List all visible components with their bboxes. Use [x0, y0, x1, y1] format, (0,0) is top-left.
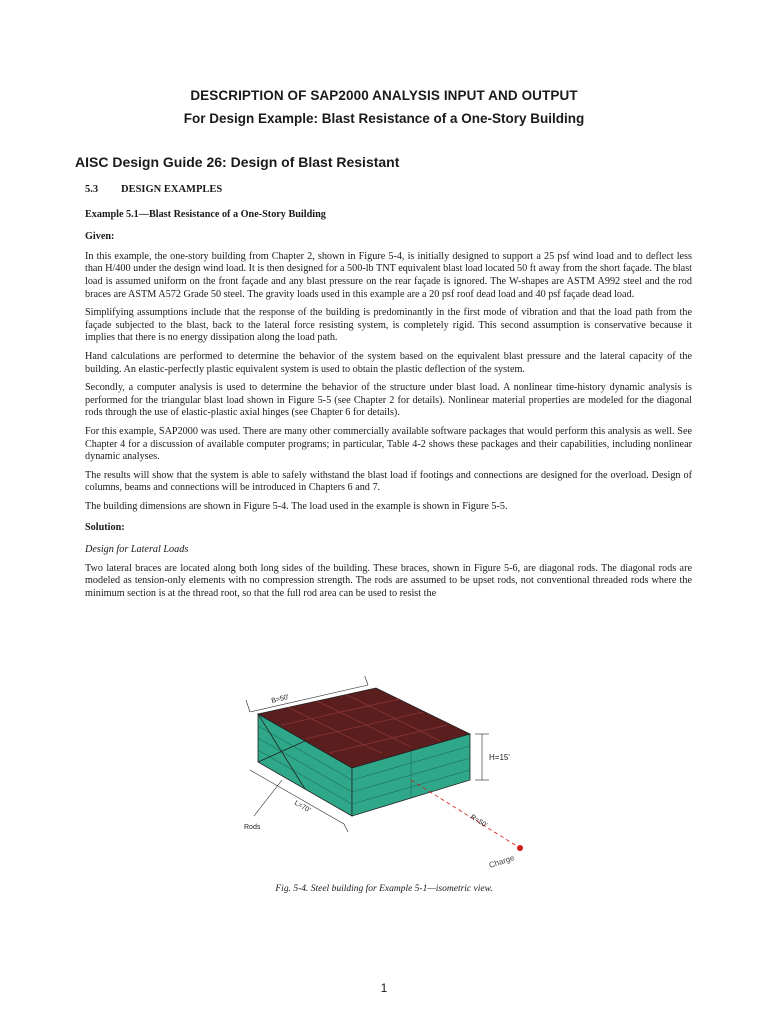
- section-title: DESIGN EXAMPLES: [121, 184, 223, 195]
- paragraph: In this example, the one-story building from Chapter 2, shown in Figure 5-4, is initially designed to support a 25 psf wind load and to deflect less than H/400 under the design wind load. It is then designed for a 500-lb TNT equivalent blast load located 50 ft away from the short façade. The blast load is assumed uniform on the front façade and any blast pressure on the rear façade is ignored. The W-shapes are ASTM A992 steel and the rod braces are ASTM A572 Grade 50 steel. The gravity loads used in this example are a 20 psf roof dead load and 40 psf façade dead load.: [85, 250, 692, 300]
- paragraph: Simplifying assumptions include that the response of the building is predominantly in the first mode of vibration and that the load path from the façade subjected to the blast, back to the lateral force resisting system, is completely rigid. This second assumption is conservative because it implies that there is no energy dissipation along the load path.: [85, 307, 692, 344]
- paragraph: The results will show that the system is able to safely withstand the blast load if footings and connections are designed for the overload. Design of columns, beams and connections will be introduced in Chapters 6 and 7.: [85, 469, 692, 494]
- document-title: DESCRIPTION OF SAP2000 ANALYSIS INPUT AND OUTPUT: [190, 88, 578, 103]
- solution-heading: Solution:: [85, 522, 125, 534]
- paragraph: Hand calculations are performed to determine the behavior of the system based on the equivalent blast pressure and the lateral capacity of the building. An elastic-perfectly plastic equivalent system is used to obtain the plastic deflection of the system.: [85, 350, 692, 375]
- guide-title: AISC Design Guide 26: Design of Blast Resistant: [75, 154, 400, 170]
- charge-label: Charge: [487, 853, 516, 870]
- height-dimension: [475, 734, 489, 780]
- figure-caption: Fig. 5-4. Steel building for Example 5-1—isometric view.: [275, 884, 493, 894]
- section-heading: [85, 184, 692, 197]
- building-figure: [220, 676, 560, 876]
- charge-marker: [517, 845, 523, 851]
- document-subtitle: For Design Example: Blast Resistance of a One-Story Building: [183, 111, 585, 126]
- page-number: 1: [380, 981, 388, 995]
- paragraph: The building dimensions are shown in Figure 5-4. The load used in the example is shown in Figure 5-5.: [85, 500, 508, 512]
- paragraph: Two lateral braces are located along both long sides of the building. These braces, shown in Figure 5-6, are diagonal rods. The diagonal rods are modeled as tension-only elements with no compression strength. The rods are assumed to be upset rods, not conventional threaded rods where the minimum section is at the thread root, so that the full rod area can be used to resist the: [85, 562, 692, 599]
- height-label: H=15': [489, 753, 510, 762]
- rods-label: Rods: [244, 824, 261, 831]
- subsection-heading: Design for Lateral Loads: [85, 544, 189, 556]
- length-label: L=70': [293, 799, 312, 815]
- body-text: [85, 184, 692, 606]
- building-isometric-drawing: [220, 676, 560, 876]
- distance-label: R=50': [468, 813, 489, 830]
- paragraph: For this example, SAP2000 was used. There are many other commercially available software packages that would perform this analysis as well. See Chapter 4 for a discussion of available computer programs; in particular, Table 4-2 shows these packages and their capabilities, including nonlinear dynamic analyses.: [85, 425, 692, 463]
- width-label: B=50': [270, 693, 290, 705]
- section-number: 5.3: [85, 184, 99, 195]
- rods-leader: [254, 780, 282, 816]
- example-heading: Example 5.1—Blast Resistance of a One-Story Building: [85, 208, 326, 220]
- paragraph: Secondly, a computer analysis is used to determine the behavior of the structure under blast load. A nonlinear time-history dynamic analysis is performed for the triangular blast load shown in Figure 5-5 (see Chapter 2 for details). Nonlinear material properties are modeled for the diagonal rods through the use of elastic-plastic axial hinges (see Chapter 6 for details).: [85, 382, 692, 419]
- given-heading: Given:: [85, 231, 115, 243]
